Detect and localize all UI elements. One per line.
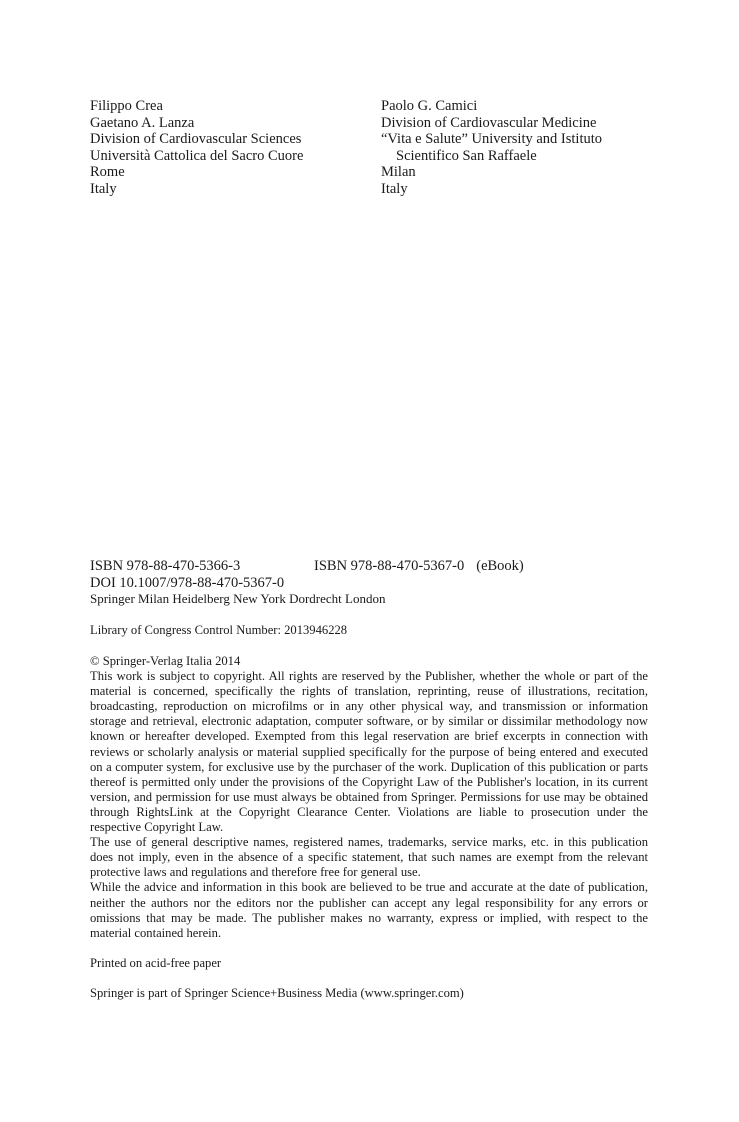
disclaimer-paragraph: While the advice and information in this book are believed to be true and accurate at the date of publication, neither the authors nor the editors nor the publisher can accept any legal responsibility for any errors or omissions that may be made. The publisher makes no warranty, express or implied, with respect to the material contained herein. [90, 880, 648, 940]
author-name: Paolo G. Camici [381, 98, 478, 114]
author-city: Rome [90, 164, 125, 181]
author-division: Division of Cardiovascular Medicine [381, 114, 597, 131]
isbn-row [90, 558, 524, 575]
author-name: Filippo Crea [90, 98, 163, 114]
ebook-label: (eBook) [476, 558, 524, 574]
author-institution: “Vita e Salute” University and Istituto [381, 131, 603, 148]
trademark-paragraph: The use of general descriptive names, registered names, trademarks, service marks, etc. in this publication does not imply, even in the absence of a specific statement, that such names are exempt from the relevant protective laws and regulations and therefore free for general use. [90, 835, 648, 880]
author-country: Italy [381, 180, 408, 197]
author-address-right [381, 98, 602, 198]
isbn-print: ISBN 978-88-470-5366-3 [90, 558, 241, 574]
copyright-paragraph: This work is subject to copyright. All rights are reserved by the Publisher, whether the whole or part of the material is concerned, specifically the rights of translation, reprinting, reuse of illustrations, recitation, broadcasting, reproduction on microfilms or in any other physical way, and transmission or information storage and retrieval, electronic adaptation, computer software, or by similar or dissimilar methodology now known or hereafter developed. Exempted from this legal reservation are brief excerpts in connection with reviews or scholarly analysis or material supplied specifically for the purpose of being entered and executed on a computer system, for exclusive use by the purchaser of the work. Duplication of this publication or parts thereof is permitted only under the provisions of the Copyright Law of the Publisher's location, in its current version, and permission for use must always be obtained from Springer. Permissions for use may be obtained through RightsLink at the Copyright Clearance Center. Violations are liable to prosecution under the respective Copyright Law. [90, 669, 648, 835]
copyright-line: © Springer-Verlag Italia 2014 [90, 654, 241, 668]
springer-note: Springer is part of Springer Science+Business Media (www.springer.com) [90, 986, 464, 1000]
isbn-block [90, 558, 524, 607]
author-division: Division of Cardiovascular Sciences [90, 131, 302, 148]
publisher-cities: Springer Milan Heidelberg New York Dordrecht London [90, 591, 386, 607]
author-institution: Università Cattolica del Sacro Cuore [90, 147, 304, 164]
author-name: Gaetano A. Lanza [90, 114, 195, 131]
copyright-block [90, 654, 648, 941]
isbn-ebook: ISBN 978-88-470-5367-0 [314, 558, 465, 574]
lccn: Library of Congress Control Number: 2013946228 [90, 623, 348, 637]
author-city: Milan [381, 164, 416, 181]
author-country: Italy [90, 180, 117, 197]
doi: DOI 10.1007/978-88-470-5367-0 [90, 574, 285, 591]
author-address-left [90, 98, 303, 198]
author-institution-continued: Scientifico San Raffaele [396, 147, 537, 164]
acid-free-note: Printed on acid-free paper [90, 956, 222, 970]
